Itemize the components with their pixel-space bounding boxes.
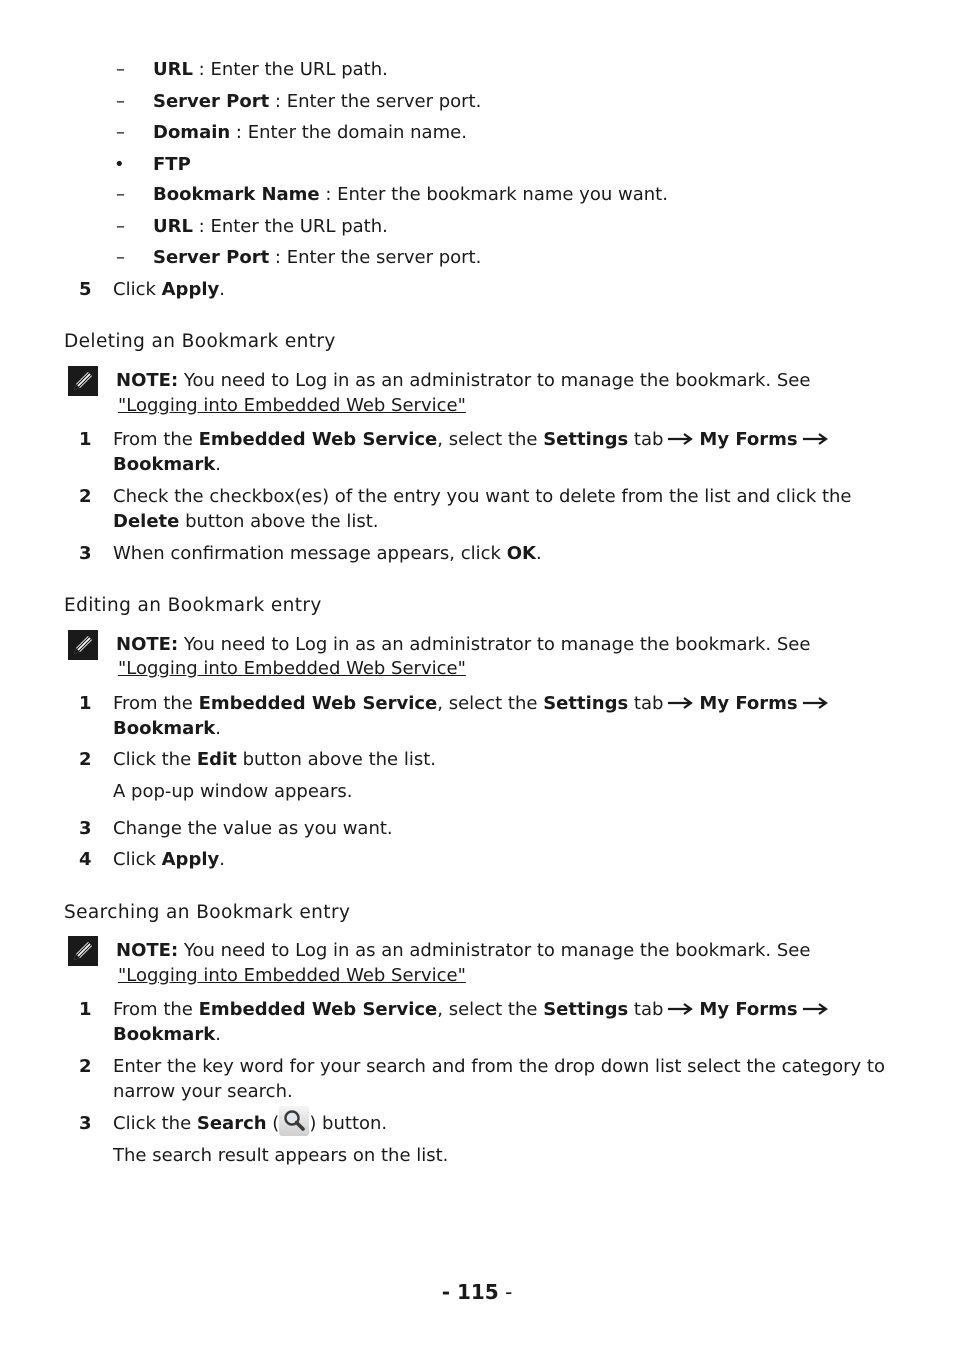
note-text: NOTE: You need to Log in as an administrator to manage the bookmark. See [116,634,811,655]
step-note: The search result appears on the list. [113,1145,449,1166]
note-text: NOTE: You need to Log in as an administrator to manage the bookmark. See [116,940,811,961]
note-pencil-icon [68,936,98,966]
step-note: A pop-up window appears. [113,781,353,802]
arrow-right-icon [667,697,693,709]
section-heading-delete: Deleting an Bookmark entry [64,331,336,352]
magnifier-icon [279,1106,309,1136]
note-text: NOTE: You need to Log in as an administrator to manage the bookmark. See [116,370,811,391]
note-link[interactable]: "Logging into Embedded Web Service" [118,658,466,679]
arrow-right-icon [802,1003,828,1015]
note-pencil-icon [68,366,98,396]
arrow-right-icon [802,697,828,709]
section-heading-search: Searching an Bookmark entry [64,902,351,923]
arrow-right-icon [667,1003,693,1015]
section-heading-edit: Editing an Bookmark entry [64,595,322,616]
arrow-right-icon [802,433,828,445]
page-number: - 115 - [441,1280,513,1304]
arrow-right-icon [667,433,693,445]
note-link[interactable]: "Logging into Embedded Web Service" [118,965,466,986]
note-link[interactable]: "Logging into Embedded Web Service" [118,395,466,416]
note-pencil-icon [68,630,98,660]
